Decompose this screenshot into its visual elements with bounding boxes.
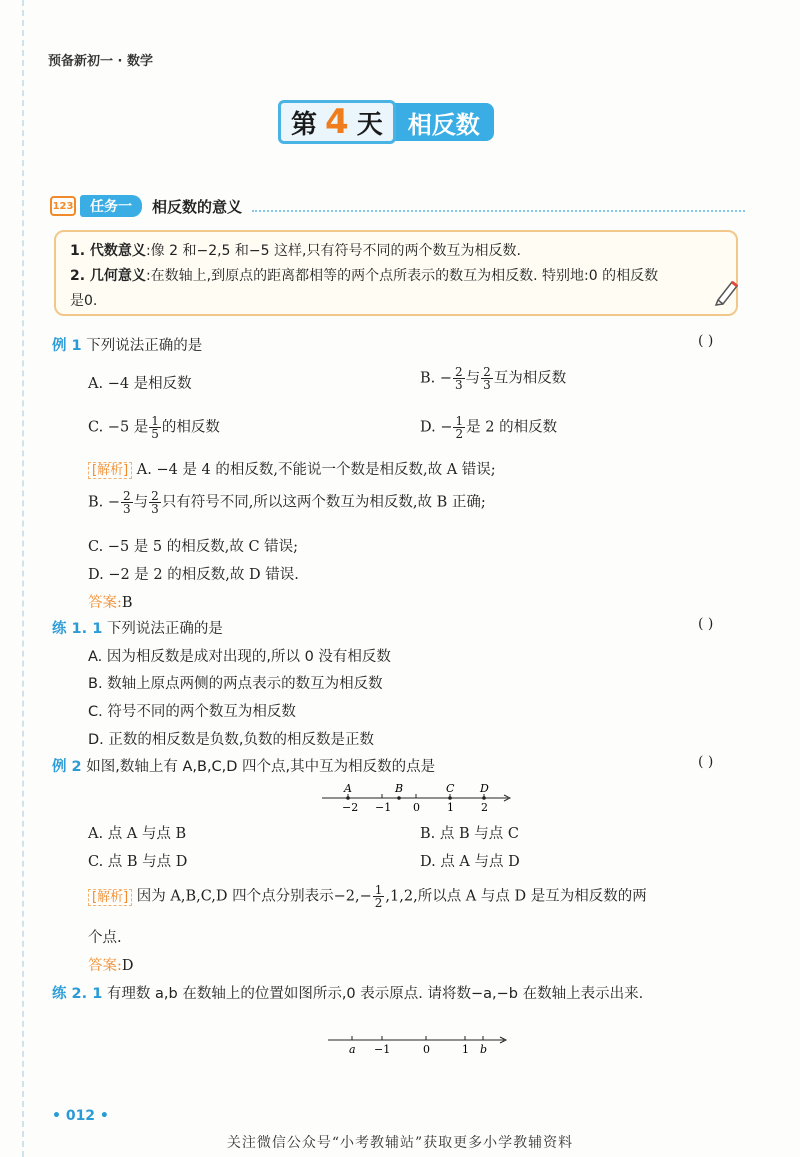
- page-number-value: 012: [65, 1108, 96, 1124]
- point-dot: [448, 796, 452, 800]
- number-line-practice-2-1: [324, 1030, 514, 1060]
- fraction: [373, 884, 385, 909]
- topic-tag: 相反数: [394, 103, 494, 141]
- definition-algebraic: [70, 240, 521, 260]
- answer-label: 答案:: [88, 595, 122, 611]
- denominator: 5: [151, 427, 159, 441]
- numerator: 2: [151, 489, 159, 503]
- point-label: A: [344, 782, 352, 795]
- tick-label: 0: [413, 801, 420, 814]
- point-label: b: [480, 1043, 488, 1056]
- fraction: [481, 366, 493, 391]
- practice-label: 练 1. 1: [52, 621, 103, 637]
- fraction: [453, 366, 465, 391]
- analysis-line-1: [88, 884, 647, 909]
- answer-label: 答案:: [88, 958, 122, 974]
- option-c: [88, 415, 220, 440]
- analysis-line-1: [88, 458, 496, 479]
- option-b: B. 数轴上原点两侧的两点表示的数互为相反数: [88, 676, 383, 692]
- option-d: D. 正数的相反数是负数,负数的相反数是正数: [88, 732, 374, 748]
- task-header: [50, 194, 745, 218]
- question-text: 下列说法正确的是: [106, 621, 223, 637]
- option-text: 与: [465, 370, 481, 387]
- option-c: C. 点 B 与点 D: [88, 854, 188, 870]
- option-a: A. 点 A 与点 B: [88, 826, 187, 842]
- fraction: [149, 415, 161, 440]
- footer-note: 关注微信公众号“小考教辅站”获取更多小学教辅资料: [226, 1135, 574, 1151]
- number-line-example-2: [318, 780, 518, 816]
- analysis-text: 因为 A,B,C,D 四个点分别表示−2,−: [136, 888, 372, 905]
- option-c: C. 符号不同的两个数互为相反数: [88, 704, 296, 720]
- point-dot: [482, 796, 486, 800]
- pencil-icon: [712, 276, 742, 306]
- numerator: 1: [455, 414, 464, 428]
- denominator: 3: [151, 502, 159, 516]
- practice-2-1-stem: [52, 982, 643, 1003]
- analysis-text: 与: [133, 494, 149, 511]
- point-dot: [346, 796, 350, 800]
- answer-value: B: [121, 595, 133, 611]
- analysis-line-2: [88, 490, 486, 515]
- practice-1-1-stem: [52, 617, 223, 638]
- definition-box: [54, 230, 738, 316]
- example-2-stem: [52, 755, 435, 776]
- option-text: 互为相反数: [493, 370, 567, 387]
- definition-text: :在数轴上,到原点的距离都相等的两个点所表示的数互为相反数. 特别地:0 的相反数: [145, 268, 659, 284]
- numerator: 2: [123, 489, 131, 503]
- fraction: [121, 490, 133, 515]
- denominator: 3: [455, 378, 463, 392]
- fraction: [453, 415, 465, 440]
- answer-line: [88, 591, 133, 612]
- analysis-line-4: D. −2 是 2 的相反数,故 D 错误.: [88, 567, 299, 583]
- answer-value: D: [121, 958, 134, 974]
- option-a: A. 因为相反数是成对出现的,所以 0 没有相反数: [88, 649, 391, 665]
- option-b: B. 点 B 与点 C: [420, 826, 519, 842]
- point-label: D: [480, 782, 489, 795]
- task-badge: 任务一: [80, 195, 142, 217]
- fraction: [149, 490, 161, 515]
- numerator: 1: [151, 414, 159, 428]
- task-divider: [252, 200, 745, 212]
- definition-text: :像 2 和−2,5 和−5 这样,只有符号不同的两个数互为相反数.: [145, 243, 521, 259]
- option-text: 是 2 的相反数: [466, 419, 558, 436]
- definition-term: 2. 几何意义: [70, 268, 146, 284]
- practice-label: 练 2. 1: [52, 986, 103, 1002]
- answer-blank: ( ): [698, 754, 714, 770]
- definition-term: 1. 代数意义: [70, 243, 146, 259]
- option-text: B. −: [420, 370, 453, 387]
- day-title: [278, 98, 494, 146]
- tick-label: 0: [423, 1043, 430, 1056]
- analysis-text: A. −4 是 4 的相反数,不能说一个数是相反数,故 A 错误;: [136, 462, 496, 478]
- definition-text: 是0.: [70, 293, 98, 309]
- analysis-tag: [解析]: [88, 889, 132, 906]
- numerator: 2: [455, 365, 463, 379]
- day-title-suffix: 天: [356, 109, 383, 140]
- option-b: [420, 366, 566, 391]
- answer-line: [88, 954, 134, 975]
- analysis-line-3: C. −5 是 5 的相反数,故 C 错误;: [88, 539, 299, 555]
- analysis-tag: [解析]: [88, 462, 132, 479]
- tick-label: 2: [481, 801, 488, 814]
- tick-label: −1: [375, 801, 392, 814]
- analysis-text: ,1,2,所以点 A 与点 D 是互为相反数的两: [385, 888, 647, 905]
- answer-blank: ( ): [698, 333, 714, 349]
- day-title-box: [278, 100, 396, 144]
- option-d: D. 点 A 与点 D: [420, 854, 520, 870]
- analysis-text: B. −: [88, 494, 121, 511]
- page-number: • 012 •: [52, 1108, 109, 1124]
- header-label: 预备新初一 · 数学: [48, 54, 153, 69]
- option-text: 的相反数: [161, 419, 220, 436]
- day-title-prefix: 第: [291, 109, 318, 140]
- denominator: 2: [374, 896, 383, 910]
- answer-blank: ( ): [698, 616, 714, 632]
- option-text: C. −5 是: [88, 419, 149, 436]
- example-1-stem: [52, 334, 202, 355]
- example-label: 例 2: [52, 759, 82, 775]
- point-dot: [397, 796, 401, 800]
- question-text: 如图,数轴上有 A,B,C,D 四个点,其中互为相反数的点是: [86, 759, 436, 775]
- option-text: D. −: [420, 419, 453, 436]
- tick-label: −2: [342, 801, 359, 814]
- option-a: A. −4 是相反数: [88, 376, 192, 392]
- numerator: 1: [374, 883, 383, 897]
- point-label: a: [349, 1043, 356, 1056]
- tick-label: 1: [447, 801, 454, 814]
- tick-label: 1: [462, 1043, 469, 1056]
- numbers-icon: 123: [50, 196, 76, 216]
- task-title: 相反数的意义: [152, 197, 243, 216]
- numerator: 2: [483, 365, 491, 379]
- denominator: 3: [123, 502, 131, 516]
- analysis-text: 只有符号不同,所以这两个数互为相反数,故 B 正确;: [161, 494, 486, 511]
- point-label: C: [446, 782, 455, 795]
- question-text: 下列说法正确的是: [86, 338, 203, 354]
- point-label: B: [395, 782, 404, 795]
- definition-geometric: [70, 265, 658, 285]
- analysis-line-2: 个点.: [88, 930, 122, 946]
- denominator: 3: [483, 378, 491, 392]
- denominator: 2: [455, 427, 464, 441]
- page-edge-decoration: [10, 0, 24, 1157]
- option-d: [420, 415, 557, 440]
- tick-label: −1: [374, 1043, 391, 1056]
- day-number: 4: [325, 102, 349, 142]
- example-label: 例 1: [52, 338, 82, 354]
- definition-continued: [70, 290, 97, 310]
- question-text: 有理数 a,b 在数轴上的位置如图所示,0 表示原点. 请将数−a,−b 在数轴上表示出来.: [106, 986, 644, 1002]
